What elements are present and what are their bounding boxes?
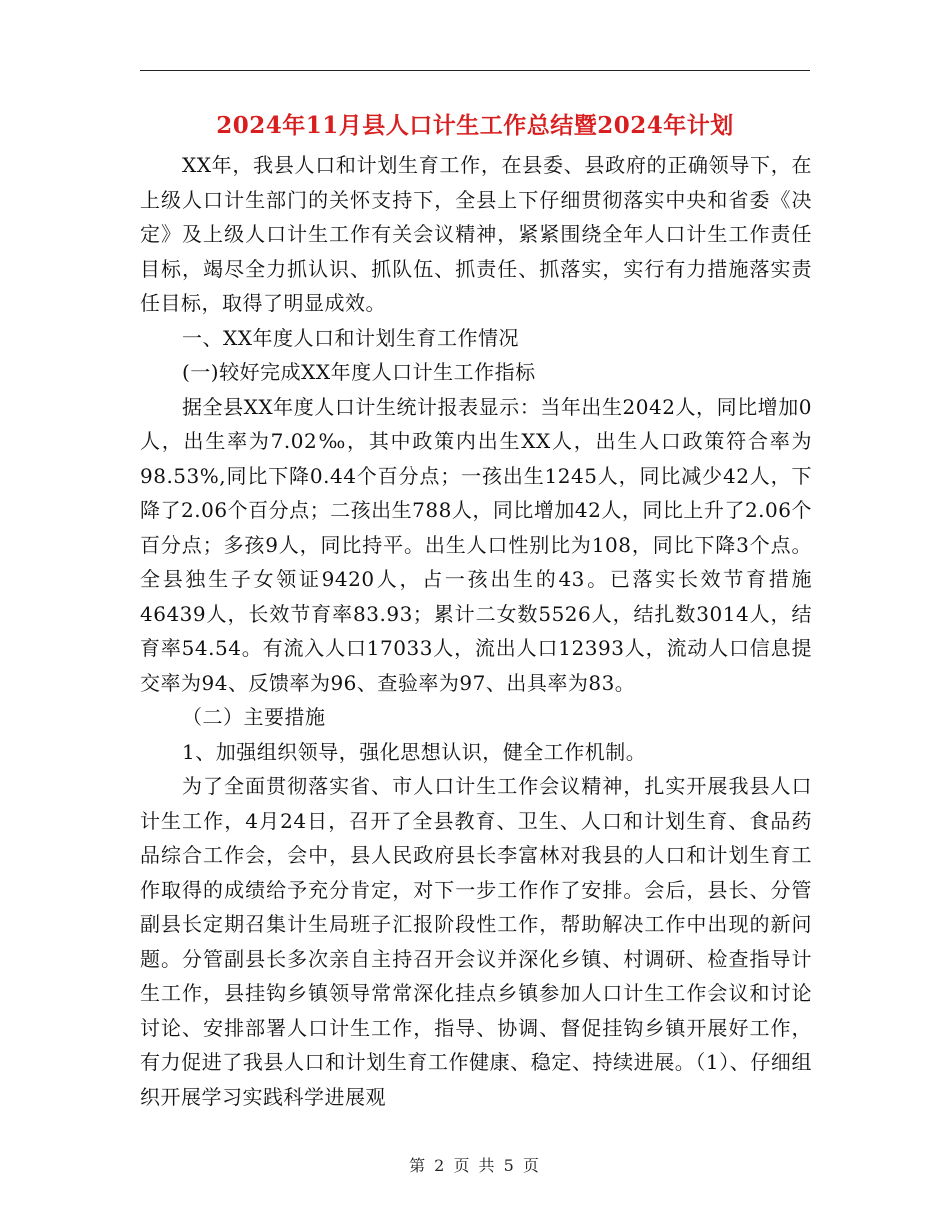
paragraph-intro: XX年，我县人口和计划生育工作，在县委、县政府的正确领导下，在上级人口计生部门的关怀支持下，全县上下仔细贯彻落实中央和省委《决定》及上级人口计生工作有关会议精神，紧紧围绕全年人口计生工作责任目标，竭尽全力抓认识、抓队伍、抓责任、抓落实，实行有力措施落实责任目标，取得了明显成效。: [140, 153, 812, 315]
paragraph-measures: 为了全面贯彻落实省、市人口计生工作会议精神，扎实开展我县人口计生工作，4月24日，召开了全县教育、卫生、人口和计划生育、食品药品综合工作会，会中，县人民政府县长李富林对我县的人口和计划生育工作取得的成绩给予充分肯定，对下一步工作作了安排。会后，县长、分管副县长定期召集计生局班子汇报阶段性工作，帮助解决工作中出现的新问题。分管副县长多次亲自主持召开会议并深化乡镇、村调研、检查指导计生工作，县挂钩乡镇领导常常深化挂点乡镇参加人口计生工作会议和讨论讨论、安排部署人口计生工作，指导、协调、督促挂钩乡镇开展好工作，有力促进了我县人口和计划生育工作健康、稳定、持续进展。（1）、仔细组织开展学习实践科学进展观: [140, 774, 812, 1109]
paragraph-statistics: 据全县XX年度人口计生统计报表显示：当年出生2042人，同比增加0人，出生率为7.02‰，其中政策内出生XX人，出生人口政策符合率为98.53%,同比下降0.44个百分点；一孩出生1245人，同比减少42人，下降了2.06个百分点；二孩出生788人，同比增加42人，同比上升了2.06个百分点；多孩9人，同比持平。出生人口性别比为108，同比下降3个点。全县独生子女领证9420人，占一孩出生的43。已落实长效节育措施46439人，长效节育率83.93；累计二女数5526人，结扎数3014人，结育率54.54。有流入人口17033人，流出人口12393人，流动人口信息提交率为94、反馈率为96、查验率为97、出具率为83。: [140, 394, 812, 695]
subsection-heading-2: （二）主要措施: [182, 705, 326, 729]
document-title: 2024年11月县人口计生工作总结暨2024年计划: [216, 112, 734, 139]
measure-heading-1: 1、加强组织领导，强化思想认识，健全工作机制。: [182, 739, 647, 764]
header-rule: [140, 70, 810, 71]
subsection-heading-1: (一)较好完成XX年度人口计生工作指标: [182, 360, 536, 384]
page-footer: 第 2 页 共 5 页: [409, 1156, 541, 1175]
section-heading-1: 一、XX年度人口和计划生育工作情况: [182, 325, 519, 350]
document-body: [140, 148, 812, 1114]
